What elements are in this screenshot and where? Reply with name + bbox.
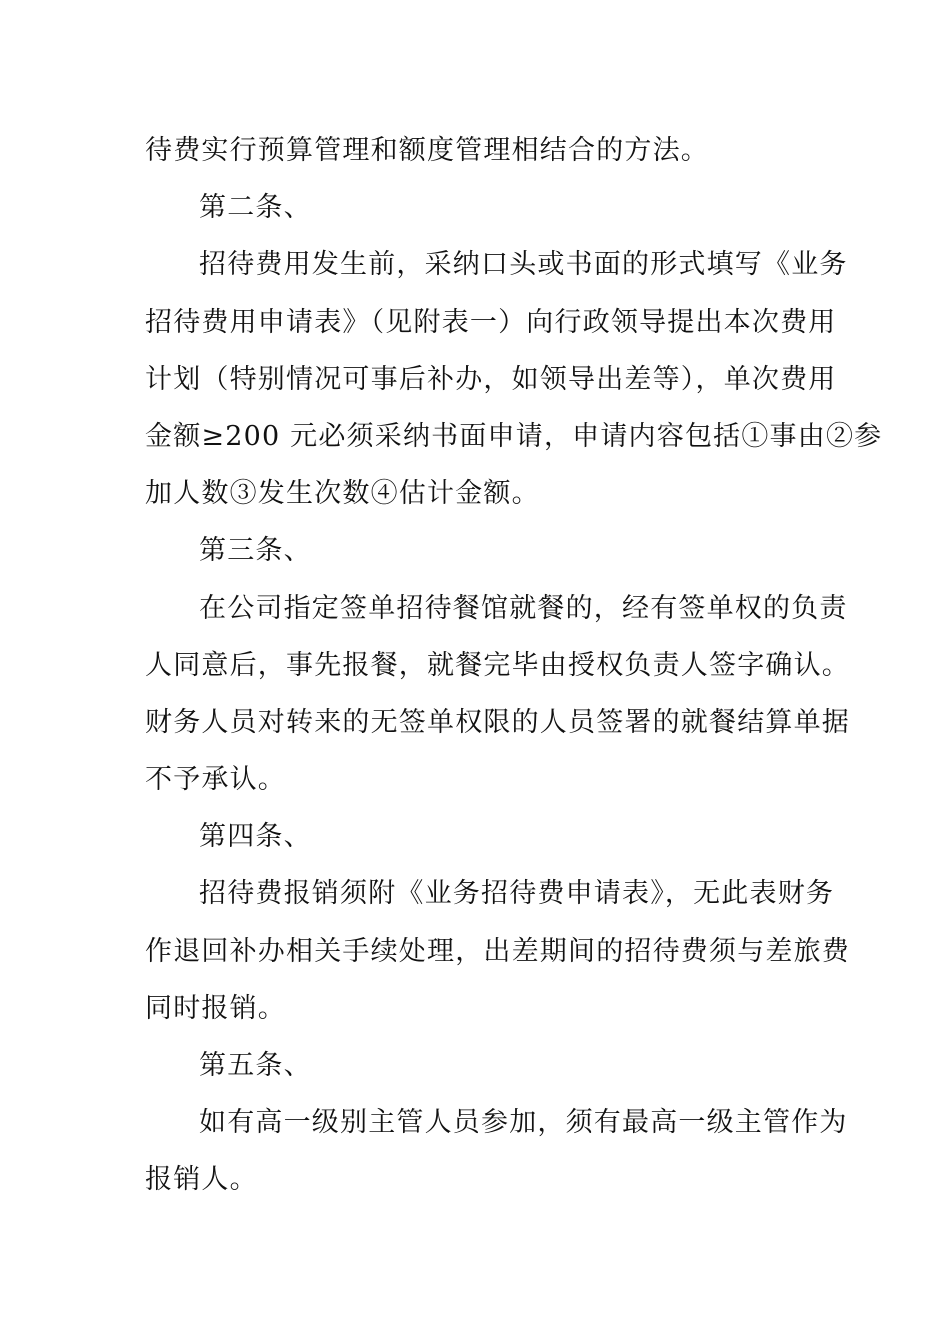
paragraph-line: 招待费用发生前，采纳口头或书面的形式填写《业务 [199,249,848,281]
paragraph-line: 报销人。 [145,1164,258,1196]
document-body [145,122,883,1209]
paragraph-line: 人同意后，事先报餐，就餐完毕由授权负责人签字确认。 [145,649,850,681]
paragraph-line: 金额≥200 元必须采纳书面申请，申请内容包括①事由②参 [145,420,883,452]
article-heading: 第五条、 [199,1050,312,1081]
article-heading: 第二条、 [199,192,312,224]
article-heading: 第四条、 [199,821,312,853]
paragraph-line: 作退回补办相关手续处理，出差期间的招待费须与差旅费 [145,935,850,967]
paragraph-line: 招待费报销须附《业务招待费申请表》，无此表财务 [199,878,835,910]
paragraph-line: 待费实行预算管理和额度管理相结合的方法。 [145,135,709,166]
paragraph-line: 在公司指定签单招待餐馆就餐的，经有签单权的负责 [199,592,848,624]
paragraph-line: 财务人员对转来的无签单权限的人员签署的就餐结算单据 [145,706,850,738]
paragraph-line: 不予承认。 [145,764,286,796]
paragraph-line: 加人数③发生次数④估计金额。 [145,478,540,510]
paragraph-line: 招待费用申请表》（见附表一）向行政领导提出本次费用 [145,306,837,338]
paragraph-line: 如有高一级别主管人员参加，须有最高一级主管作为 [199,1107,848,1139]
paragraph-line: 同时报销。 [145,992,286,1024]
paragraph-line: 计划（特别情况可事后补办，如领导出差等），单次费用 [145,363,837,395]
article-heading: 第三条、 [199,535,312,567]
